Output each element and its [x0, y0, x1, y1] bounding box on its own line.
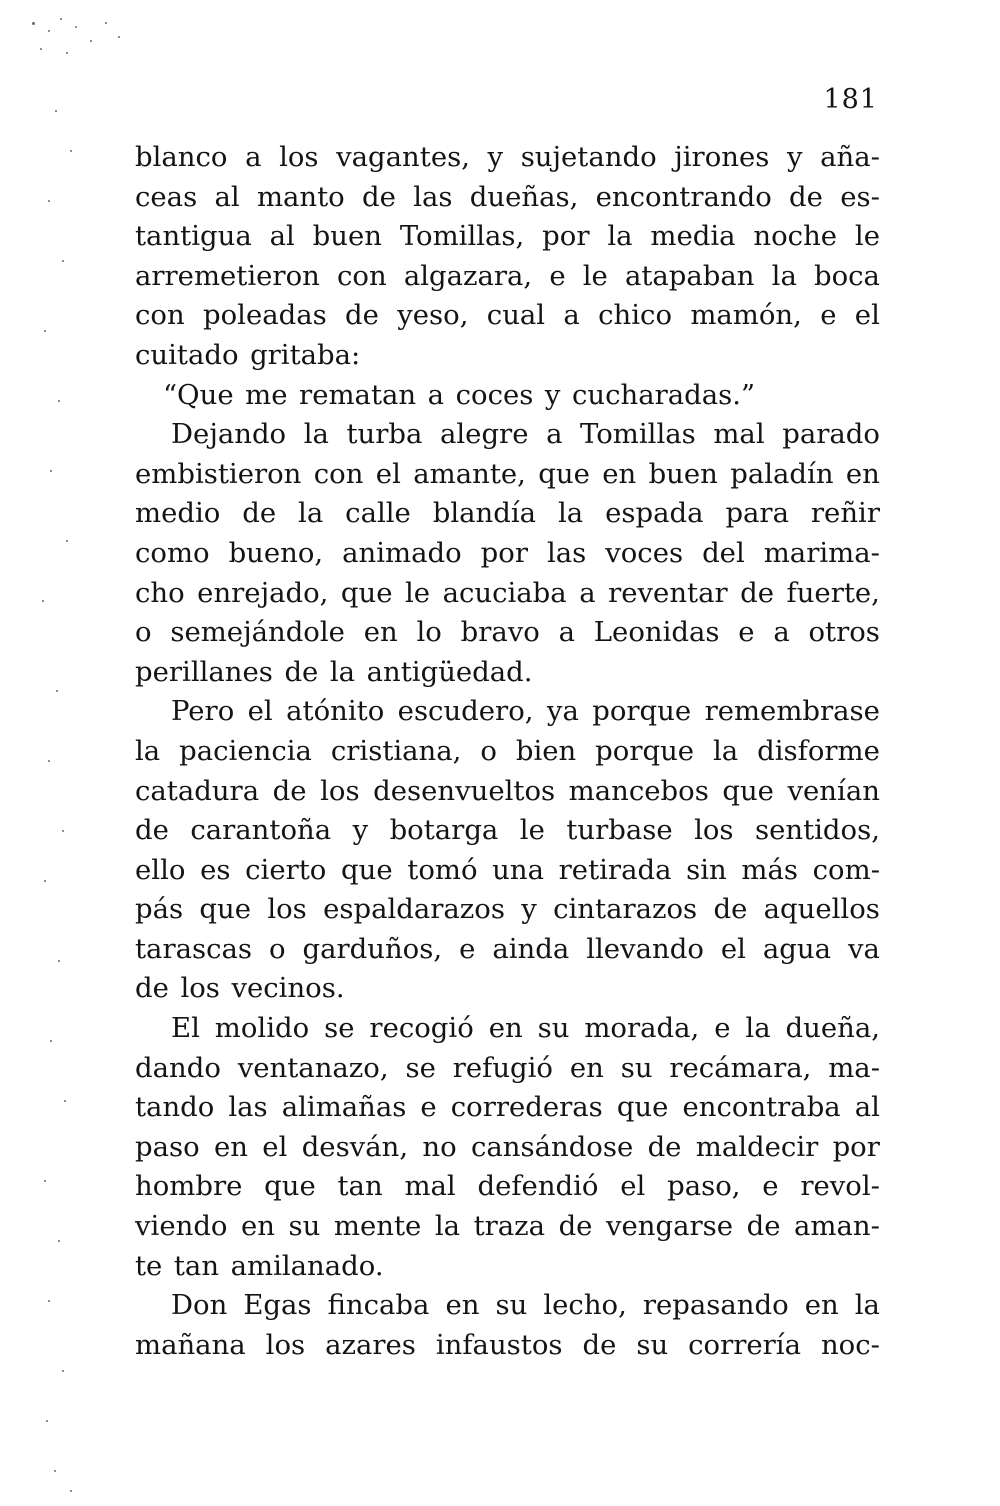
scan-speckle [48, 200, 50, 202]
scan-speckle [118, 36, 120, 38]
scan-speckle [70, 150, 72, 152]
text-line: cuitado gritaba: [135, 338, 361, 371]
text-line: embistieron con el amante, que en buen paladín en [135, 457, 880, 490]
text-line: perillanes de la antigüedad. [135, 655, 533, 688]
scan-speckle [58, 400, 60, 402]
scan-speckle [50, 470, 52, 472]
scan-speckle [48, 760, 50, 762]
scan-speckle [62, 260, 64, 262]
text-line: “Que me rematan a coces y cucharadas.” [163, 378, 756, 411]
scan-speckle [90, 40, 92, 42]
scan-speckle [54, 1470, 56, 1472]
text-line: paso en el desván, no cansándose de maldecir por [135, 1130, 880, 1163]
scan-speckle [62, 830, 64, 832]
text-line: medio de la calle blandía la espada para reñir [135, 497, 880, 530]
scan-speckle [46, 1420, 48, 1422]
text-line: tando las alimañas e correderas que encontraba al [135, 1091, 880, 1124]
text-line: arremetieron con algazara, e le atapaban la boca [135, 259, 880, 292]
text-line: te tan amilanado. [135, 1249, 384, 1282]
text-line: de los vecinos. [135, 972, 345, 1005]
scan-speckle [50, 1040, 52, 1042]
text-line: o semejándole en lo bravo a Leonidas e a otros [135, 616, 880, 649]
text-line: dando ventanazo, se refugió en su recámara, ma- [135, 1051, 880, 1084]
text-line: cho enrejado, que le acuciaba a reventar de fuerte, [135, 576, 880, 609]
text-line: pás que los espaldarazos y cintarazos de aquellos [135, 893, 880, 926]
text-line: mañana los azares infaustos de su correría noc- [135, 1328, 880, 1361]
text-line: catadura de los desenvueltos mancebos que venían [135, 774, 880, 807]
scan-speckle [44, 330, 46, 332]
scan-speckle [40, 48, 42, 50]
body-text [135, 138, 880, 1365]
scan-speckle [56, 690, 58, 692]
scan-speckle [58, 1240, 60, 1242]
scan-speckle [42, 600, 44, 602]
scan-speckle [60, 18, 62, 20]
scan-speckle [48, 30, 50, 32]
text-line: tantigua al buen Tomillas, por la media noche le [135, 220, 880, 253]
scan-speckle [62, 1370, 64, 1372]
text-line: como bueno, animado por las voces del marima- [135, 536, 880, 569]
text-line: El molido se recogió en su morada, e la dueña, [171, 1012, 880, 1045]
text-line: la paciencia cristiana, o bien porque la disforme [135, 734, 880, 767]
text-line: ello es cierto que tomó una retirada sin más com- [135, 853, 880, 886]
scan-speckle [66, 52, 68, 54]
scan-speckle [44, 880, 46, 882]
scan-speckle [66, 540, 68, 542]
text-line: ceas al manto de las dueñas, encontrando de es- [135, 180, 880, 213]
scan-speckle [44, 1180, 46, 1182]
text-line: hombre que tan mal defendió el paso, e revol- [135, 1170, 880, 1203]
text-line: Don Egas fincaba en su lecho, repasando en la [171, 1289, 880, 1322]
scan-speckle [58, 960, 60, 962]
scan-speckle [64, 1100, 66, 1102]
text-line: con poleadas de yeso, cual a chico mamón, e el [135, 299, 880, 332]
text-line: de carantoña y botarga le turbase los sentidos, [135, 814, 880, 847]
scan-speckle [105, 22, 107, 24]
scan-speckle [48, 1300, 50, 1302]
text-line: viendo en su mente la traza de vengarse de aman- [135, 1210, 880, 1243]
text-line: Pero el atónito escudero, ya porque remembrase [171, 695, 880, 728]
text-line: blanco a los vagantes, y sujetando jirones y aña- [135, 141, 880, 173]
page-number: 181 [823, 84, 878, 115]
scan-speckle [55, 110, 57, 112]
text-line: tarascas o garduños, e ainda llevando el agua va [135, 932, 880, 965]
scan-speckle [70, 1490, 72, 1492]
scan-speckle [32, 22, 35, 25]
text-line: Dejando la turba alegre a Tomillas mal parado [171, 418, 880, 451]
scan-speckle [75, 26, 77, 28]
